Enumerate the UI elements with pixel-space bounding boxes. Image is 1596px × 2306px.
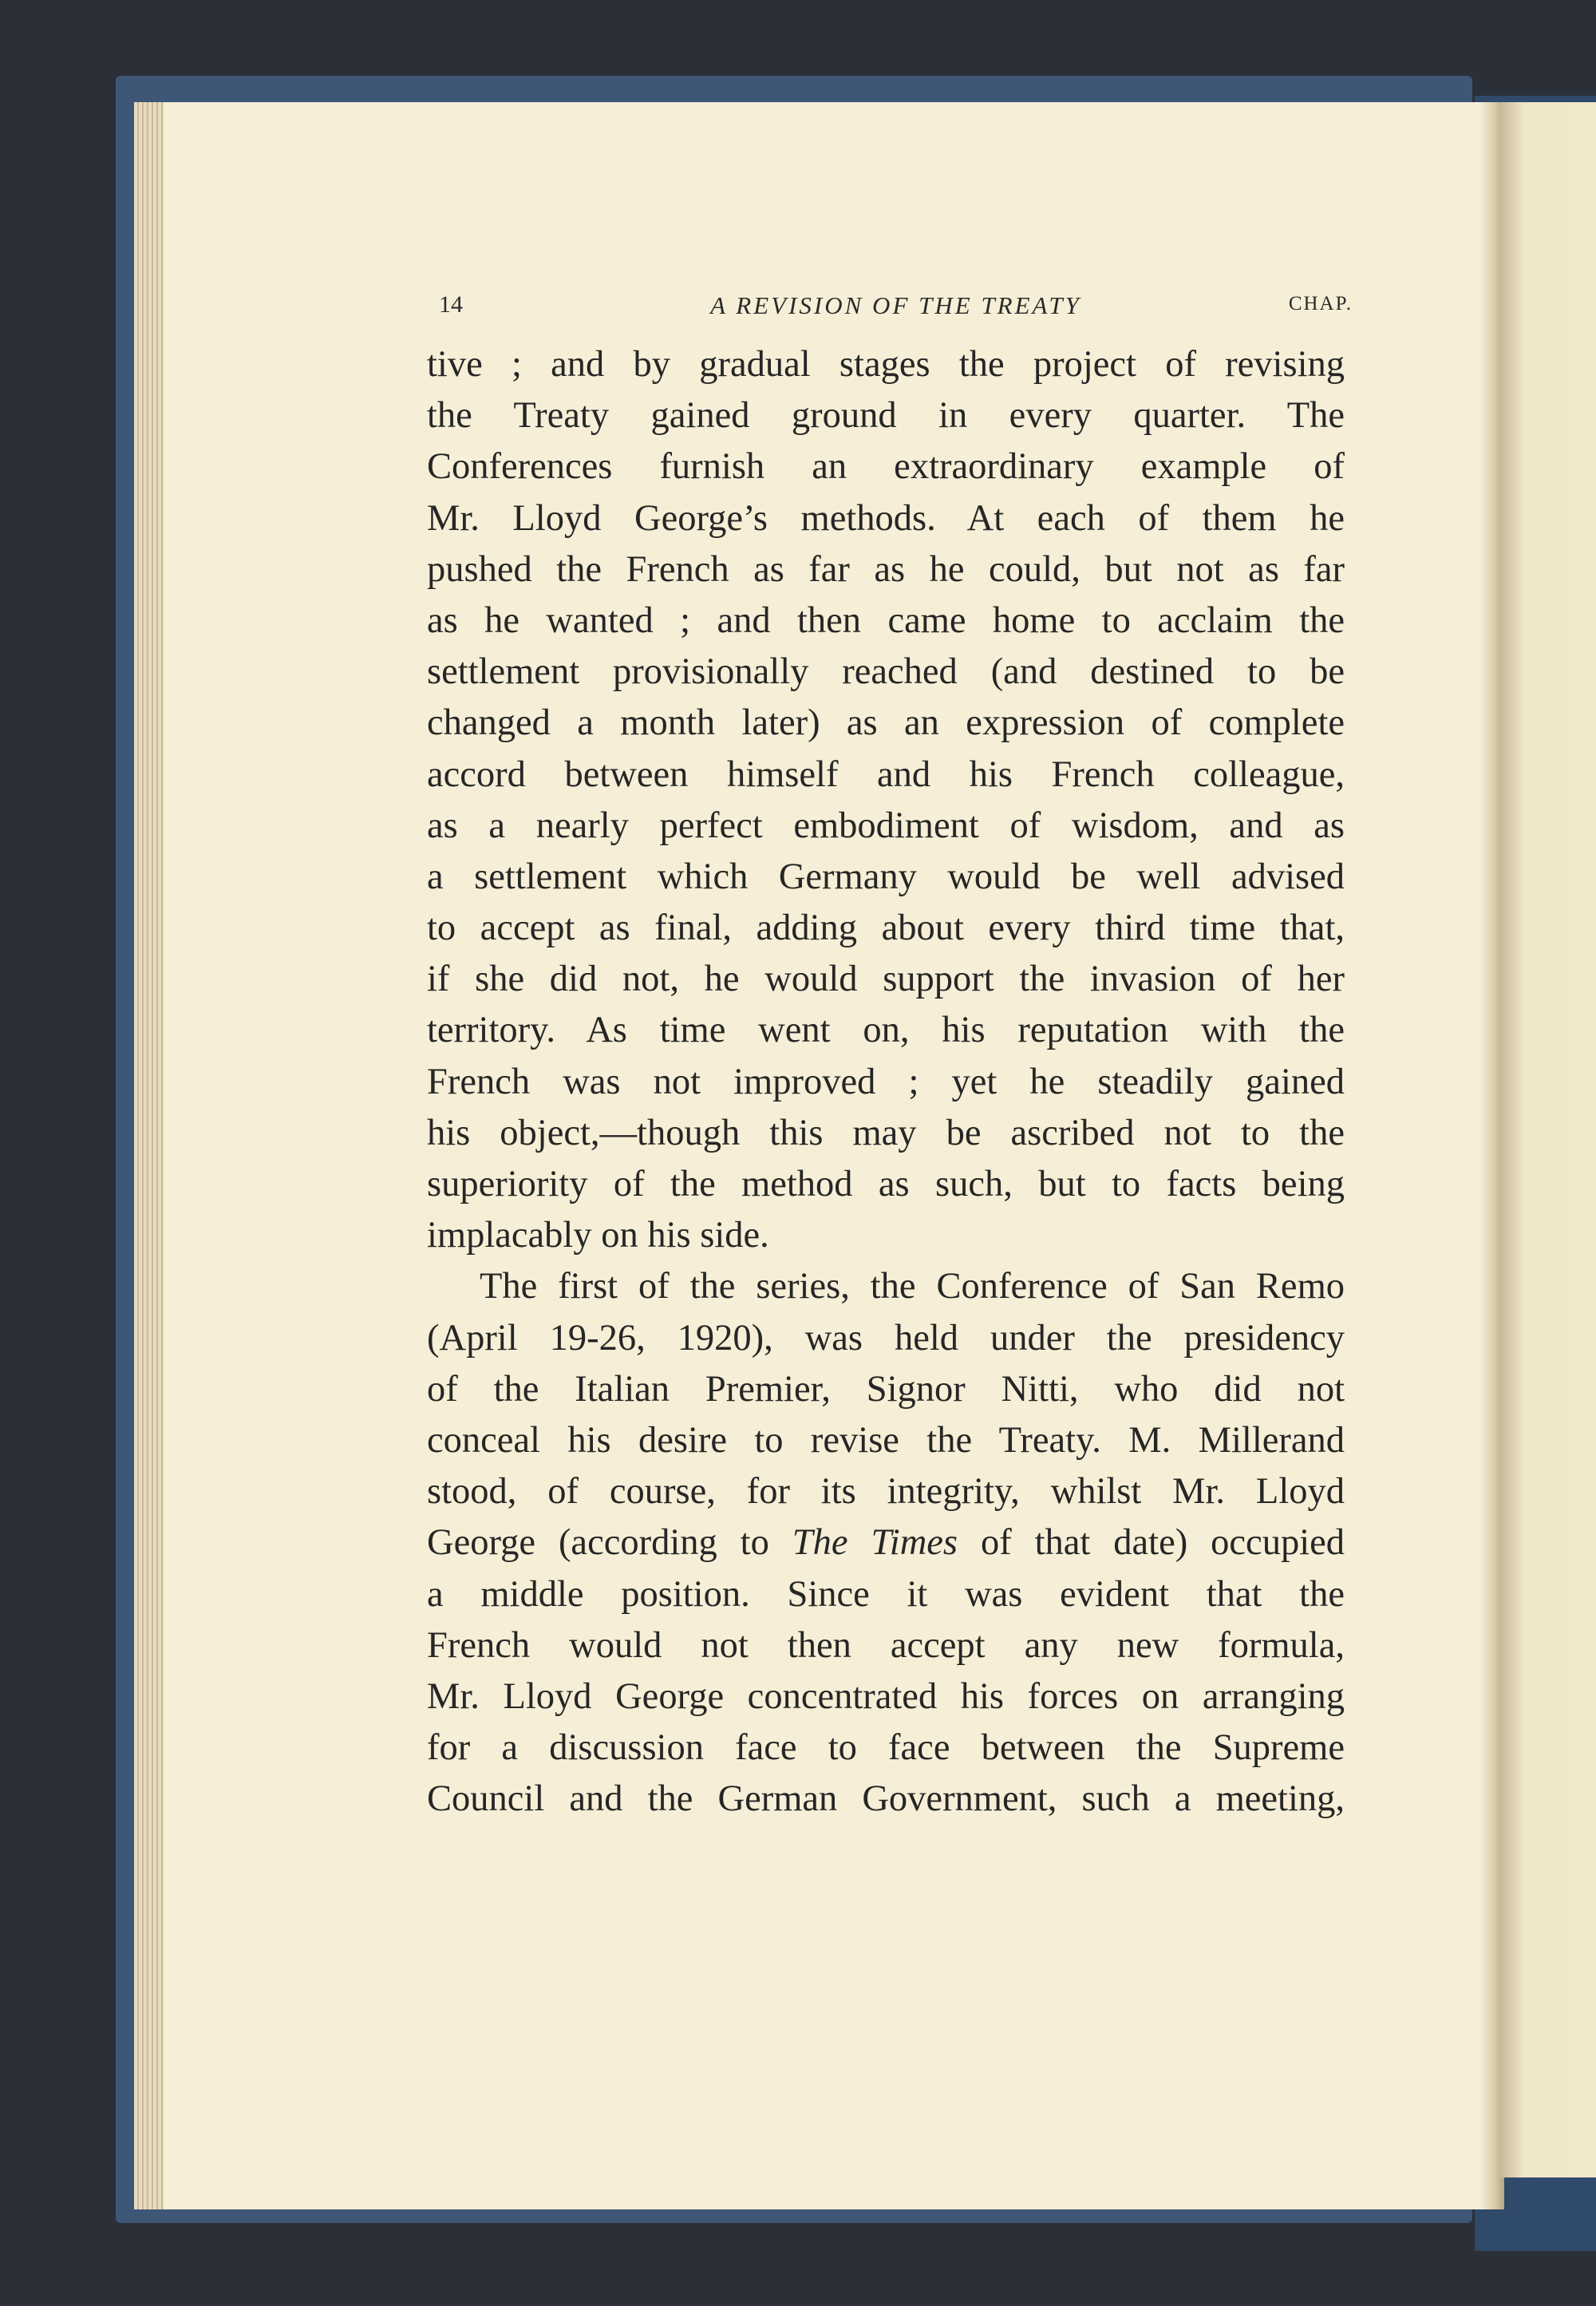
text-line: implacably on his side.	[427, 1215, 769, 1256]
text-line: accord between himself and his French colleague,	[427, 754, 1345, 795]
running-title: A REVISION OF THE TREATY	[710, 291, 1081, 319]
text-line: a settlement which Germany would be well advised	[427, 856, 1345, 897]
text-line: a middle position. Since it was evident that the	[427, 1573, 1345, 1615]
text-line: The first of the series, the Conference of San Remo	[480, 1266, 1345, 1307]
text-line: as he wanted ; and then came home to acclaim the	[427, 599, 1345, 641]
text-line: to accept as final, adding about every third time that,	[427, 908, 1345, 949]
text-line: stood, of course, for its integrity, whilst Mr. Lloyd	[427, 1471, 1345, 1513]
text-segment: George (according to	[427, 1522, 792, 1564]
text-line: the Treaty gained ground in every quarter. The	[427, 395, 1345, 437]
italic-title: The Times	[792, 1522, 958, 1564]
text-line	[427, 1517, 1345, 1568]
chapter-label: CHAP.	[1288, 293, 1353, 314]
facing-page	[1500, 102, 1596, 2177]
text-line: superiority of the method as such, but to facts being	[427, 1164, 1345, 1204]
text-line: Mr. Lloyd George concentrated his forces on arranging	[427, 1675, 1345, 1717]
text-line: settlement provisionally reached (and destined to be	[427, 651, 1345, 693]
text-line: if she did not, he would support the invasion of her	[427, 959, 1345, 1000]
body-text	[427, 339, 1345, 1825]
text-line: French was not improved ; yet he steadily gained	[427, 1061, 1345, 1102]
text-line: pushed the French as far as he could, but not as far	[427, 548, 1345, 590]
text-line: changed a month later) as an expression of complete	[427, 702, 1345, 744]
text-line: as a nearly perfect embodiment of wisdom, and as	[427, 805, 1345, 846]
page-edges	[134, 102, 166, 2209]
text-line: French would not then accept any new formula,	[427, 1624, 1345, 1666]
running-head	[439, 291, 1353, 323]
text-line: for a discussion face to face between the Supreme	[427, 1727, 1345, 1769]
page-number: 14	[439, 291, 463, 318]
text-line: conceal his desire to revise the Treaty. M. Millerand	[427, 1419, 1345, 1461]
text-segment: of that date) occupied	[958, 1522, 1345, 1564]
text-line: Conferences furnish an extraordinary example of	[427, 446, 1345, 488]
text-line: (April 19-26, 1920), was held under the presidency	[427, 1317, 1345, 1359]
text-line: Mr. Lloyd George’s methods. At each of them he	[427, 497, 1345, 539]
text-line: territory. As time went on, his reputation with the	[427, 1010, 1345, 1051]
text-line: Council and the German Government, such a meeting,	[427, 1778, 1345, 1820]
text-line: his object,—though this may be ascribed not to the	[427, 1112, 1345, 1153]
text-line: of the Italian Premier, Signor Nitti, who did not	[427, 1368, 1345, 1410]
text-line: tive ; and by gradual stages the project of revising	[427, 344, 1345, 385]
